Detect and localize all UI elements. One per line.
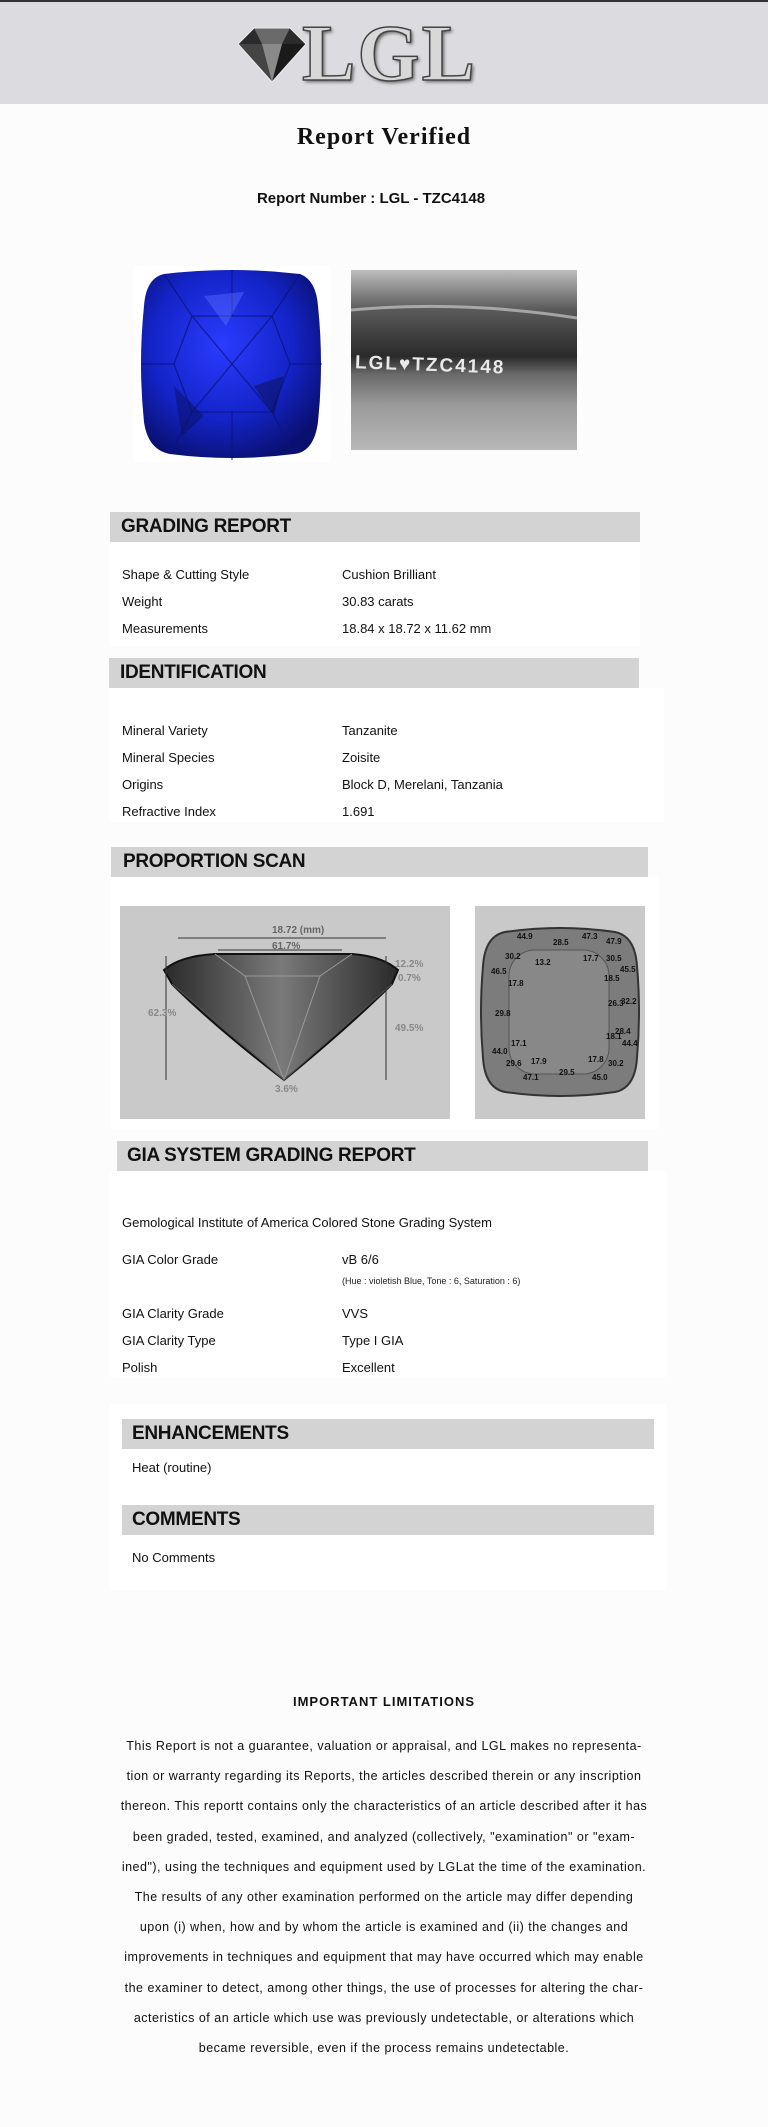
top-value: 17.8 xyxy=(508,979,524,988)
limitations-line: upon (i) when, how and by whom the article is examined and (ii) the changes and xyxy=(139,1920,629,1935)
polish-label: Polish xyxy=(122,1360,158,1375)
diamond-logo-icon xyxy=(232,22,312,86)
limitations-line: tion or warranty regarding its Reports, the articles described therein or any inscription xyxy=(126,1769,642,1784)
mineral-species-label: Mineral Species xyxy=(122,750,215,765)
depth-pct: 62.3% xyxy=(148,1008,177,1019)
limitations-line: thereon. This reportt contains only the characteristics of an article described after it has xyxy=(120,1799,648,1814)
page-title: Report Verified xyxy=(296,124,472,150)
gia-clarity-label: GIA Clarity Grade xyxy=(122,1306,224,1321)
top-value: 18.1 xyxy=(606,1032,622,1041)
lgl-logo xyxy=(232,10,492,98)
top-value: 17.1 xyxy=(511,1039,527,1048)
gia-clarity-value: VVS xyxy=(342,1306,369,1321)
grading-report-panel xyxy=(110,542,640,646)
top-value: 17.8 xyxy=(588,1055,604,1064)
logo-text: LGL xyxy=(302,10,477,98)
top-value: 26.3 xyxy=(608,999,624,1008)
gia-intro: Gemological Institute of America Colored Stone Grading System xyxy=(122,1215,492,1230)
top-value: 28.5 xyxy=(553,938,569,947)
shape-label: Shape & Cutting Style xyxy=(122,567,250,582)
top-value: 30.2 xyxy=(505,952,521,961)
pavilion-pct: 49.5% xyxy=(395,1023,424,1034)
inscription-text: LGL♥TZC4148 xyxy=(354,352,506,379)
limitations-line: acteristics of an article which use was previously undetectable, or alterations which xyxy=(133,2010,635,2025)
culet-pct: 3.6% xyxy=(275,1084,298,1095)
comments-text: No Comments xyxy=(132,1550,216,1565)
top-value: 45.0 xyxy=(592,1073,608,1082)
top-value: 30.2 xyxy=(608,1059,624,1068)
enhancements-heading: ENHANCEMENTS xyxy=(122,1419,654,1449)
gia-report-panel xyxy=(110,1171,666,1377)
limitations-line: This Report is not a guarantee, valuation or appraisal, and LGL makes no representa- xyxy=(126,1739,642,1753)
top-value: 47.9 xyxy=(606,937,622,946)
gem-photo xyxy=(134,266,330,462)
top-value: 30.5 xyxy=(606,954,622,963)
polish-value: Excellent xyxy=(342,1360,395,1375)
limitations-line: improvements in techniques and equipment that may have occurred which may enable xyxy=(124,1950,644,1965)
top-value: 13.2 xyxy=(535,958,551,967)
origins-value: Block D, Merelani, Tanzania xyxy=(342,777,503,792)
mineral-variety-label: Mineral Variety xyxy=(122,723,208,738)
header-banner xyxy=(0,0,768,104)
mineral-variety-value: Tanzanite xyxy=(342,723,398,738)
top-value: 29.6 xyxy=(506,1059,522,1068)
top-value: 44.0 xyxy=(492,1047,508,1056)
gia-type-value: Type I GIA xyxy=(342,1333,404,1348)
crown-pct: 12.2% xyxy=(395,959,424,970)
origins-label: Origins xyxy=(122,777,164,792)
gia-color-label: GIA Color Grade xyxy=(122,1252,219,1267)
identification-heading: IDENTIFICATION xyxy=(109,658,639,688)
comments-heading: COMMENTS xyxy=(122,1505,654,1535)
limitations-line: The results of any other examination performed on the article may differ depending xyxy=(134,1890,634,1905)
top-value: 29.8 xyxy=(495,1009,511,1018)
proportion-scan-heading: PROPORTION SCAN xyxy=(111,847,648,877)
inscription-photo xyxy=(351,270,577,450)
top-value: 17.9 xyxy=(531,1057,547,1066)
weight-value: 30.83 carats xyxy=(342,594,414,609)
top-value: 45.5 xyxy=(620,965,636,974)
limitations-line: the examiner to detect, among other things, the use of processes for altering the char- xyxy=(124,1980,644,1995)
refractive-index-label: Refractive Index xyxy=(122,804,216,819)
top-value: 47.1 xyxy=(523,1073,539,1082)
limitations-line: ined"), using the techniques and equipment used by LGLat the time of the examination. xyxy=(121,1859,647,1874)
limitations-title: IMPORTANT LIMITATIONS xyxy=(292,1694,476,1709)
top-value: 18.5 xyxy=(604,974,620,983)
weight-label: Weight xyxy=(122,594,163,609)
top-value: 47.3 xyxy=(582,932,598,941)
top-value: 44.9 xyxy=(517,932,533,941)
grading-report-heading: GRADING REPORT xyxy=(110,512,640,542)
gia-color-note: (Hue : violetish Blue, Tone : 6, Saturation : 6) xyxy=(342,1276,521,1286)
table-pct: 61.7% xyxy=(272,941,301,952)
shape-value: Cushion Brilliant xyxy=(342,567,436,582)
limitations-line: became reversible, even if the process remains undetectable. xyxy=(198,2041,570,2056)
gia-report-heading: GIA SYSTEM GRADING REPORT xyxy=(117,1141,648,1171)
top-value: 32.2 xyxy=(621,997,637,1006)
top-value: 17.7 xyxy=(583,954,599,963)
identification-panel xyxy=(109,688,664,822)
limitations-line: been graded, tested, examined, and analyzed (collectively, "examination" or "exam- xyxy=(132,1829,636,1844)
report-number: Report Number : LGL - TZC4148 xyxy=(256,190,486,207)
top-value: 28.4 xyxy=(615,1027,631,1036)
measurements-value: 18.84 x 18.72 x 11.62 mm xyxy=(342,621,492,636)
enhancements-text: Heat (routine) xyxy=(132,1460,212,1475)
mineral-species-value: Zoisite xyxy=(342,750,381,765)
proportion-top-view xyxy=(475,906,645,1119)
top-value: 29.5 xyxy=(559,1068,575,1077)
gia-type-label: GIA Clarity Type xyxy=(122,1333,216,1348)
gia-color-value: vB 6/6 xyxy=(342,1252,379,1267)
top-value: 44.4 xyxy=(622,1039,638,1048)
refractive-index-value: 1.691 xyxy=(342,804,375,819)
top-value: 46.5 xyxy=(491,967,507,976)
measurements-label: Measurements xyxy=(122,621,208,636)
limitations-body xyxy=(118,1731,650,2063)
girdle-pct: 0.7% xyxy=(398,973,421,984)
proportion-side-view xyxy=(120,906,450,1119)
width-label: 18.72 (mm) xyxy=(272,925,325,936)
